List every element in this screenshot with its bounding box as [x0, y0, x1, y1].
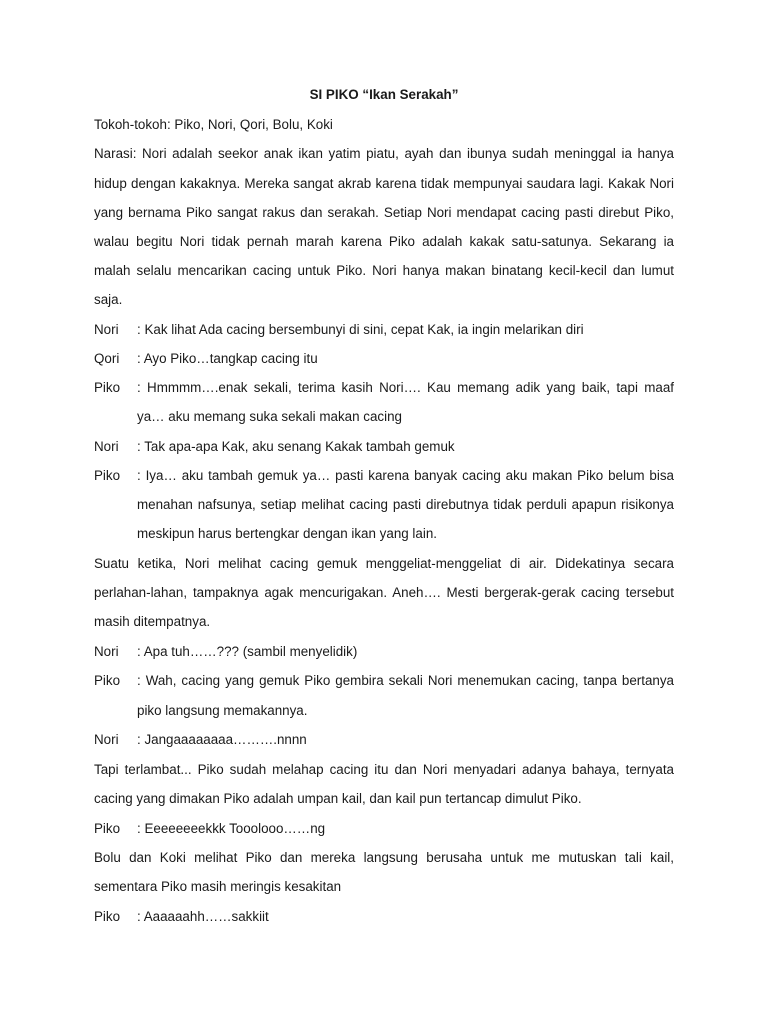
narration-line: masih ditempatnya. [94, 614, 211, 629]
dialog-line: : Ayo Piko…tangkap cacing itu [137, 351, 318, 366]
narration-line: malah selalu mencarikan cacing untuk Piko. Nori hanya makan binatang kecil-kecil dan lumut [94, 263, 674, 278]
speaker-name: Piko [94, 380, 121, 395]
speaker-name: Piko [94, 909, 121, 924]
dialog-line: meskipun harus bertengkar dengan ikan yang lain. [137, 526, 437, 541]
narration-line: walau begitu Nori tidak pernah marah karena Piko adalah kakak satu-satunya. Sekarang ia [94, 234, 674, 249]
narration-line: Tapi terlambat... Piko sudah melahap cacing itu dan Nori menyadari adanya bahaya, ternyata [94, 762, 674, 777]
dialog-line: menahan nafsunya, setiap melihat cacing pasti direbutnya tidak perduli apapun risikonya [137, 497, 674, 512]
speaker-name: Qori [94, 351, 120, 366]
speaker-name: Piko [94, 673, 121, 688]
narration-line: Narasi: Nori adalah seekor anak ikan yatim piatu, ayah dan ibunya sudah meninggal ia hanya [94, 146, 674, 161]
speaker-name: Nori [94, 732, 119, 747]
narration-line: Bolu dan Koki melihat Piko dan mereka langsung berusaha untuk me mutuskan tali kail, [94, 850, 674, 865]
dialog-line: : Tak apa-apa Kak, aku senang Kakak tambah gemuk [137, 439, 455, 454]
dialog-line: : Iya… aku tambah gemuk ya… pasti karena banyak cacing aku makan Piko belum bisa [137, 468, 674, 483]
speaker-name: Piko [94, 468, 121, 483]
dialog-line: : Wah, cacing yang gemuk Piko gembira sekali Nori menemukan cacing, tanpa bertanya [137, 673, 674, 688]
characters-line: Tokoh-tokoh: Piko, Nori, Qori, Bolu, Koki [94, 117, 333, 132]
speaker-name: Nori [94, 439, 119, 454]
speaker-name: Nori [94, 322, 119, 337]
dialog-line: ya… aku memang suka sekali makan cacing [137, 409, 402, 424]
dialog-line: piko langsung memakannya. [137, 703, 308, 718]
speaker-name: Nori [94, 644, 119, 659]
dialog-line: : Kak lihat Ada cacing bersembunyi di sini, cepat Kak, ia ingin melarikan diri [137, 322, 584, 337]
narration-line: sementara Piko masih meringis kesakitan [94, 879, 342, 894]
speaker-name: Piko [94, 821, 121, 836]
dialog-line: : Jangaaaaaaaa……….nnnn [137, 732, 307, 747]
document-title: SI PIKO “Ikan Serakah” [309, 87, 459, 102]
narration-line: yang bernama Piko sangat rakus dan serakah. Setiap Nori mendapat cacing pasti direbut Piko, [94, 205, 674, 220]
narration-line: cacing yang dimakan Piko adalah umpan kail, dan kail pun tertancap dimulut Piko. [94, 791, 582, 806]
narration-line: hidup dengan kakaknya. Mereka sangat akrab karena tidak mempunyai saudara lagi. Kakak Nori [94, 176, 674, 191]
dialog-line: : Hmmmm….enak sekali, terima kasih Nori…. Kau memang adik yang baik, tapi maaf [137, 380, 674, 395]
dialog-line: : Eeeeeeeekkk Tooolooo……ng [137, 821, 326, 836]
dialog-line: : Apa tuh……??? (sambil menyelidik) [137, 644, 358, 659]
dialog-line: : Aaaaaahh……sakkiit [137, 909, 269, 924]
narration-line: perlahan-lahan, tampaknya agak mencurigakan. Aneh…. Mesti bergerak-gerak cacing tersebut [94, 585, 674, 600]
narration-line: saja. [94, 292, 123, 307]
narration-line: Suatu ketika, Nori melihat cacing gemuk menggeliat-menggeliat di air. Didekatinya secara [94, 556, 674, 571]
